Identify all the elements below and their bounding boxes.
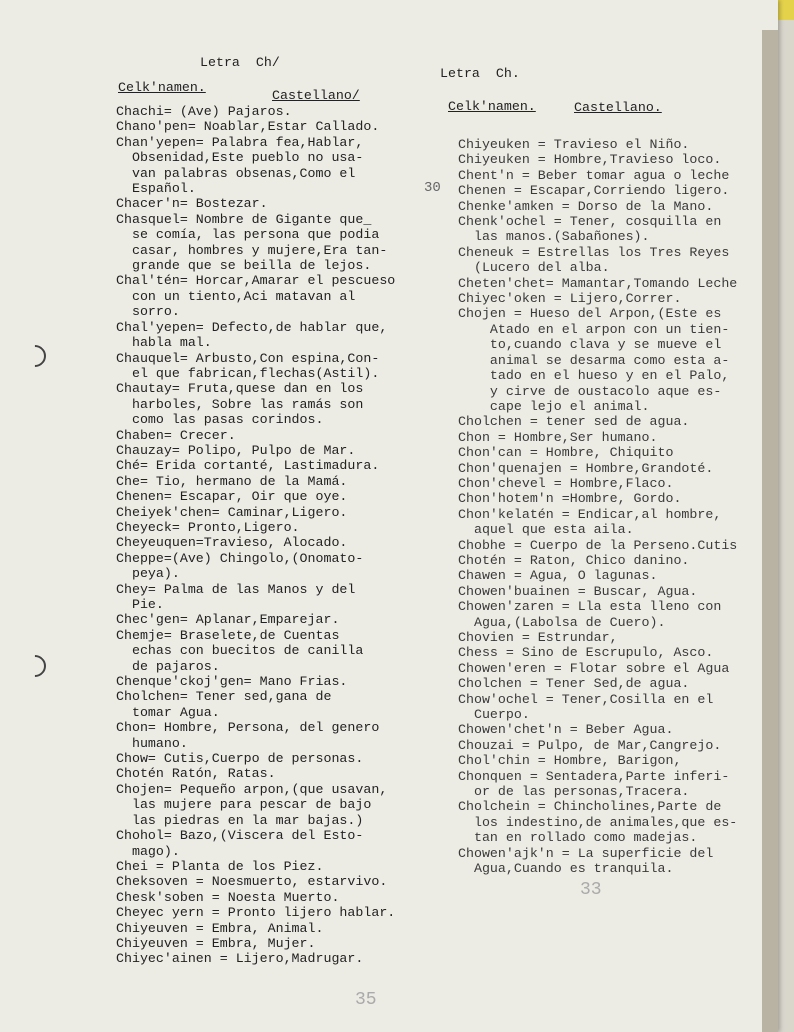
left-entry-line: Che= Tio, hermano de la Mamá. [116,473,348,489]
left-entry-line: van palabras obsenas,Como el [116,165,356,181]
right-entry-list [458,137,737,877]
left-entry-line: Chenque'ckoj'gen= Mano Frias. [116,674,348,690]
left-entry-line: Pie. [116,597,164,612]
punch-hole-bottom [19,650,50,681]
right-entry-line: aquel que esta aila. [458,522,634,538]
left-entry-line: tomar Agua. [116,704,220,720]
right-entry-line: animal se desarma como esta a- [458,352,730,368]
left-entry-line: Chon= Hombre, Persona, del genero [116,720,380,736]
right-entry-line: Cholchen = Tener Sed,de agua. [458,676,690,692]
right-entry-line: Chouzai = Pulpo, de Mar,Cangrejo. [458,737,722,753]
right-entry-line: los indestino,de animales,que es- [458,814,738,830]
left-entry-line: Chesk'soben = Noesta Muerto. [116,889,340,905]
right-entry-line: Chess = Sino de Escrupulo, Asco. [458,645,714,661]
right-entry-line: Chiyec'oken = Lijero,Correr. [458,291,682,307]
right-entry-line: Cholchen = tener sed de agua. [458,414,690,430]
left-entry-line: Cheksoven = Noesmuerto, estarvivo. [116,874,388,890]
right-entry-line: las manos.(Sabañones). [458,229,650,245]
left-entry-line: Chacer'n= Bostezar. [116,196,268,212]
left-entry-line: Chiyeuven = Embra, Animal. [116,920,324,936]
right-entry-line: Chow'ochel = Tener,Cosilla en el [458,691,714,707]
right-entry-line: Chowen'eren = Flotar sobre el Agua [458,660,730,676]
left-entry-list [116,104,395,967]
page-edge-shadow [762,30,778,1032]
right-entry-line: Chotén = Raton, Chico danino. [458,552,690,568]
left-entry-line: grande que se beilla de lejos. [116,258,372,274]
left-entry-line: el que fabrican,flechas(Astil). [116,365,380,381]
right-entry-line: Chon'chevel = Hombre,Flaco. [458,475,674,491]
right-entry-line: Agua,Cuando es tranquila. [458,861,674,877]
right-entry-line: or de las personas,Tracera. [458,784,690,800]
left-title: Letra Ch/ [200,55,280,70]
right-entry-line: Chenk'ochel = Tener, cosquilla en [458,214,722,230]
right-header-celknamen: Celk'namen. [448,99,536,114]
right-entry-line: Chowen'zaren = Lla esta lleno con [458,599,722,615]
right-entry-line: Chojen = Hueso del Arpon,(Este es [458,306,722,322]
left-entry-line: Chec'gen= Aplanar,Emparejar. [116,612,340,628]
right-entry-line: Chenke'amken = Dorso de la Mano. [458,198,714,214]
margin-note: 30 [424,180,441,196]
left-entry-line: casar, hombres y mujere,Era tan- [116,242,388,258]
left-entry-line: Ché= Erida cortanté, Lastimadura. [116,458,380,474]
left-entry-line: mago). [116,843,180,859]
right-entry-line: Chowen'ajk'n = La superficie del [458,845,714,861]
right-entry-line: (Lucero del alba. [458,260,610,276]
right-entry-line: Agua,(Labolsa de Cuero). [458,614,666,630]
left-entry-line: Chauzay= Polipo, Pulpo de Mar. [116,442,356,458]
right-entry-line: Chent'n = Beber tomar agua o leche [458,167,730,183]
right-entry-line: cape lejo el animal. [458,398,650,414]
left-entry-line: Chemje= Braselete,de Cuentas [116,627,340,643]
left-entry-line: Chey= Palma de las Manos y del [116,581,356,597]
left-entry-line: como las pasas corindos. [116,412,324,428]
right-entry-line: tan en rollado como madejas. [458,830,698,846]
punch-hole-top [19,340,50,371]
left-entry-line: las piedras en la mar bajas.) [116,812,364,828]
right-entry-line: y cirve de oustacolo aque es- [458,383,722,399]
left-entry-line: Chal'tén= Horcar,Amarar el pescueso [116,273,396,289]
left-entry-line: con un tiento,Aci matavan al [116,288,356,304]
left-entry-line: Chal'yepen= Defecto,de hablar que, [116,319,388,335]
left-entry-line: Chano'pen= Noablar,Estar Callado. [116,119,380,135]
left-entry-line: humano. [116,735,188,751]
right-entry-line: Chon'quenajen = Hombre,Grandoté. [458,460,714,476]
right-entry-line: Chon'kelatén = Endicar,al hombre, [458,506,722,522]
left-entry-line: Chojen= Pequeño arpon,(que usavan, [116,781,388,797]
right-entry-line: Chobhe = Cuerpo de la Perseno.Cutis [458,537,738,553]
right-entry-line: Chol'chin = Hombre, Barigon, [458,753,682,769]
left-entry-line: Chow= Cutis,Cuerpo de personas. [116,751,364,767]
left-entry-line: peya). [116,566,180,582]
left-entry-line: Chaben= Crecer. [116,427,236,443]
left-entry-line: Chiyeuven = Embra, Mujer. [116,935,316,951]
left-entry-line: Chiyec'ainen = Lijero,Madrugar. [116,951,364,967]
left-entry-line: Chauquel= Arbusto,Con espina,Con- [116,350,380,366]
right-entry-line: Chenen = Escapar,Corriendo ligero. [458,183,730,199]
left-entry-line: Cholchen= Tener sed,gana de [116,689,332,705]
left-entry-line: de pajaros. [116,658,220,674]
left-header-castellano: Castellano/ [272,88,360,103]
left-entry-line: Cheppe=(Ave) Chingolo,(Onomato- [116,550,364,566]
left-entry-line: Cheyec yern = Pronto lijero hablar. [116,905,396,921]
right-title: Letra Ch. [440,66,520,81]
right-entry-line: Chiyeuken = Hombre,Travieso loco. [458,152,722,168]
right-entry-line: Chowen'chet'n = Beber Agua. [458,722,674,738]
left-entry-line: Cheyeck= Pronto,Ligero. [116,519,300,535]
left-entry-line: echas con buecitos de canilla [116,643,364,659]
right-entry-line: Chon'hotem'n =Hombre, Gordo. [458,491,682,507]
left-entry-line: las mujere para pescar de bajo [116,797,372,813]
left-entry-line: Español. [116,181,196,197]
right-entry-line: Cheten'chet= Mamantar,Tomando Leche [458,275,738,291]
right-entry-line: Chon'can = Hombre, Chiquito [458,445,674,461]
right-entry-line: to,cuando clava y se mueve el [458,337,722,353]
right-header-castellano: Castellano. [574,100,662,115]
left-entry-line: sorro. [116,304,180,320]
right-entry-line: Chovien = Estrundar, [458,630,618,645]
left-header-celknamen: Celk'namen. [118,80,206,95]
right-entry-line: Cheneuk = Estrellas los Tres Reyes [458,244,730,260]
right-page-number: 33 [580,880,602,900]
right-entry-line: Chonquen = Sentadera,Parte inferi- [458,768,730,784]
left-entry-line: habla mal. [116,335,212,351]
left-entry-line: Chei = Planta de los Piez. [116,858,324,874]
right-entry-line: Chowen'buainen = Buscar, Agua. [458,583,698,599]
left-entry-line: harboles, Sobre las ramás son [116,396,364,412]
right-entry-line: tado en el hueso y en el Palo, [458,368,730,384]
right-entry-line: Chon = Hombre,Ser humano. [458,429,658,445]
left-entry-line: Cheiyek'chen= Caminar,Ligero. [116,504,348,520]
left-page-number: 35 [355,990,377,1010]
right-entry-line: Cuerpo. [458,707,530,723]
left-entry-line: Chasquel= Nombre de Gigante que_ [116,211,372,227]
right-entry-line: Chiyeuken = Travieso el Niño. [458,137,690,152]
left-entry-line: Chan'yepen= Palabra fea,Hablar, [116,134,364,150]
left-entry-line: Cheyeuquen=Travieso, Alocado. [116,535,348,551]
left-entry-line: Chotén Ratón, Ratas. [116,766,276,782]
right-entry-line: Chawen = Agua, O lagunas. [458,568,658,584]
left-entry-line: Obsenidad,Este pueblo no usa- [116,150,364,166]
left-entry-line: Chohol= Bazo,(Viscera del Esto- [116,828,364,844]
right-entry-line: Atado en el arpon con un tien- [458,321,730,337]
left-entry-line: Chachi= (Ave) Pajaros. [116,104,292,119]
left-entry-line: se comía, las persona que podia [116,227,380,243]
right-entry-line: Cholchein = Chincholines,Parte de [458,799,722,815]
left-entry-line: Chautay= Fruta,quese dan en los [116,381,364,397]
left-entry-line: Chenen= Escapar, Oir que oye. [116,489,348,505]
